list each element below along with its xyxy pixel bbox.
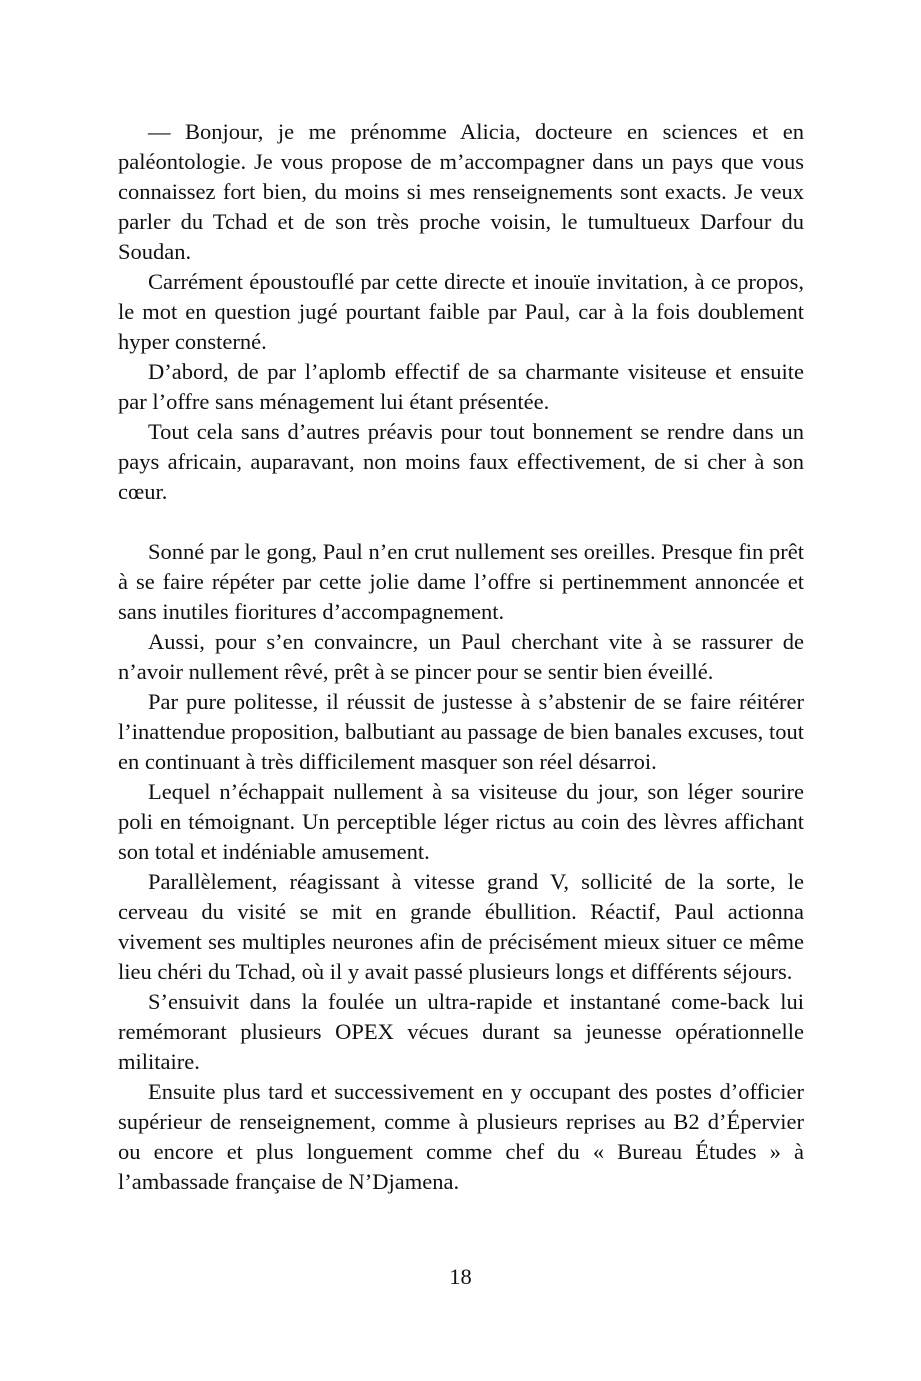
page-number: 18 [449, 1264, 472, 1289]
paragraph-5: Sonné par le gong, Paul n’en crut nullement ses oreilles. Presque fin prêt à se faire répéter par cette jolie dame l’offre si pertinemment annoncée et sans inutiles fioritures d’accompagnement. [118, 539, 804, 624]
paragraph-2: Carrément époustouflé par cette directe et inouïe invitation, à ce propos, le mot en question jugé pourtant faible par Paul, car à la fois doublement hyper consterné. [118, 269, 804, 354]
paragraph-1: — Bonjour, je me prénomme Alicia, docteure en sciences et en paléontologie. Je vous propose de m’accompagner dans un pays que vous connaissez fort bien, du moins si mes renseignements sont exacts. Je veux parler du Tchad et de son très proche voisin, le tumultueux Darfour du Soudan. [118, 119, 804, 264]
paragraph-11: Ensuite plus tard et successivement en y occupant des postes d’officier supérieur de renseignement, comme à plusieurs reprises au B2 d’Épervier ou encore et plus longuement comme chef du « Bureau Études » à l’ambassade française de N’Djamena. [118, 1079, 804, 1194]
page-body [118, 117, 804, 1197]
paragraph-3: D’abord, de par l’aplomb effectif de sa charmante visiteuse et ensuite par l’offre sans ménagement lui étant présentée. [118, 359, 804, 414]
paragraph-8: Lequel n’échappait nullement à sa visiteuse du jour, son léger sourire poli en témoignant. Un perceptible léger rictus au coin des lèvres affichant son total et indéniable amusement. [118, 779, 804, 864]
paragraph-9: Parallèlement, réagissant à vitesse grand V, sollicité de la sorte, le cerveau du visité se mit en grande ébullition. Réactif, Paul actionna vivement ses multiples neurones afin de précisément mieux situer ce même lieu chéri du Tchad, où il y avait passé plusieurs longs et différents séjours. [118, 869, 804, 984]
paragraph-4: Tout cela sans d’autres préavis pour tout bonnement se rendre dans un pays africain, auparavant, non moins faux effectivement, de si cher à son cœur. [118, 419, 804, 504]
paragraph-10: S’ensuivit dans la foulée un ultra-rapide et instantané come-back lui remémorant plusieurs OPEX vécues durant sa jeunesse opérationnelle militaire. [118, 989, 804, 1074]
paragraph-7: Par pure politesse, il réussit de justesse à s’abstenir de se faire réitérer l’inattendue proposition, balbutiant au passage de bien banales excuses, tout en continuant à très difficilement masquer son réel désarroi. [118, 689, 804, 774]
paragraph-6: Aussi, pour s’en convaincre, un Paul cherchant vite à se rassurer de n’avoir nullement rêvé, prêt à se pincer pour se sentir bien éveillé. [118, 629, 804, 684]
